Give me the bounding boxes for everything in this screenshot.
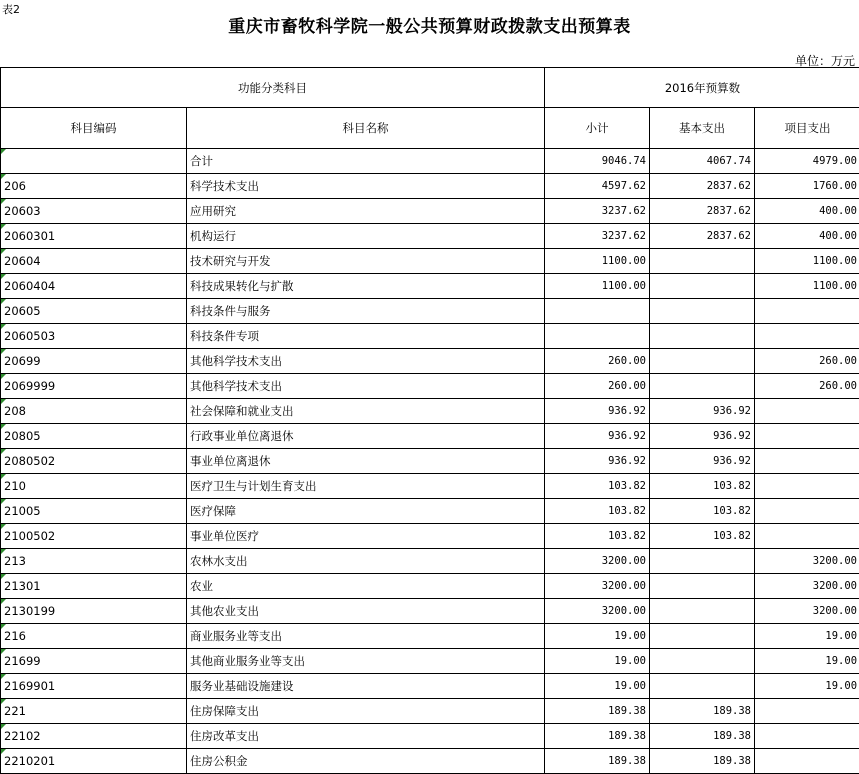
row-project: 19.00 (755, 624, 859, 649)
row-project (755, 724, 859, 749)
row-project (755, 399, 859, 424)
page-title: 重庆市畜牧科学院一般公共预算财政拨款支出预算表 (228, 17, 631, 37)
row-name: 住房保障支出 (187, 699, 545, 724)
row-subtotal: 4597.62 (545, 174, 650, 199)
row-basic: 4067.74 (650, 149, 755, 174)
row-name: 技术研究与开发 (187, 249, 545, 274)
row-code (1, 149, 187, 174)
row-subtotal: 936.92 (545, 449, 650, 474)
row-code: 213 (1, 549, 187, 574)
table-row (1, 474, 859, 499)
row-subtotal: 189.38 (545, 699, 650, 724)
row-subtotal: 1100.00 (545, 249, 650, 274)
row-name: 社会保障和就业支出 (187, 399, 545, 424)
row-code: 22102 (1, 724, 187, 749)
row-subtotal: 19.00 (545, 624, 650, 649)
table-row (1, 324, 859, 349)
row-basic: 103.82 (650, 524, 755, 549)
row-code: 2069999 (1, 374, 187, 399)
row-project: 4979.00 (755, 149, 859, 174)
row-subtotal: 260.00 (545, 374, 650, 399)
row-basic (650, 249, 755, 274)
row-project (755, 449, 859, 474)
header-project: 项目支出 (755, 108, 859, 149)
row-name: 科技条件与服务 (187, 299, 545, 324)
row-basic: 189.38 (650, 749, 755, 774)
row-code: 20603 (1, 199, 187, 224)
row-subtotal: 9046.74 (545, 149, 650, 174)
row-code: 2060404 (1, 274, 187, 299)
row-basic: 189.38 (650, 724, 755, 749)
row-project (755, 524, 859, 549)
table-row (1, 749, 859, 774)
row-project: 3200.00 (755, 599, 859, 624)
row-code: 20605 (1, 299, 187, 324)
table-row (1, 274, 859, 299)
row-name: 事业单位医疗 (187, 524, 545, 549)
row-code: 20805 (1, 424, 187, 449)
row-name: 服务业基础设施建设 (187, 674, 545, 699)
row-name: 农业 (187, 574, 545, 599)
row-code: 208 (1, 399, 187, 424)
row-name: 其他科学技术支出 (187, 374, 545, 399)
row-code: 2130199 (1, 599, 187, 624)
row-code: 20604 (1, 249, 187, 274)
table-row (1, 199, 859, 224)
header-row-columns (1, 108, 859, 149)
row-name: 其他商业服务业等支出 (187, 649, 545, 674)
row-subtotal: 3200.00 (545, 599, 650, 624)
row-basic (650, 549, 755, 574)
row-name: 机构运行 (187, 224, 545, 249)
row-name: 住房改革支出 (187, 724, 545, 749)
table-row (1, 224, 859, 249)
table-row (1, 299, 859, 324)
row-name: 医疗保障 (187, 499, 545, 524)
row-name: 科学技术支出 (187, 174, 545, 199)
table-row (1, 149, 859, 174)
table-row (1, 599, 859, 624)
header-row-group (1, 68, 859, 108)
row-project: 3200.00 (755, 549, 859, 574)
row-basic: 103.82 (650, 474, 755, 499)
row-project: 260.00 (755, 349, 859, 374)
table-row (1, 549, 859, 574)
row-code: 2210201 (1, 749, 187, 774)
row-basic (650, 324, 755, 349)
table-row (1, 424, 859, 449)
row-project: 1100.00 (755, 274, 859, 299)
row-project: 400.00 (755, 224, 859, 249)
row-name: 住房公积金 (187, 749, 545, 774)
table-row (1, 499, 859, 524)
row-basic: 189.38 (650, 699, 755, 724)
row-project (755, 499, 859, 524)
table-row (1, 449, 859, 474)
table-number-label: 表2 (2, 3, 20, 16)
row-subtotal (545, 299, 650, 324)
header-code: 科目编码 (1, 108, 187, 149)
row-project (755, 749, 859, 774)
row-name: 商业服务业等支出 (187, 624, 545, 649)
row-subtotal: 189.38 (545, 749, 650, 774)
header-basic: 基本支出 (650, 108, 755, 149)
row-code: 2060301 (1, 224, 187, 249)
row-basic (650, 299, 755, 324)
row-code: 210 (1, 474, 187, 499)
header-functional-classification: 功能分类科目 (1, 68, 545, 108)
row-basic: 2837.62 (650, 174, 755, 199)
row-code: 21699 (1, 649, 187, 674)
row-project (755, 299, 859, 324)
row-basic: 936.92 (650, 424, 755, 449)
row-project: 3200.00 (755, 574, 859, 599)
row-subtotal: 103.82 (545, 499, 650, 524)
row-subtotal: 936.92 (545, 424, 650, 449)
row-subtotal: 3237.62 (545, 199, 650, 224)
row-subtotal (545, 324, 650, 349)
row-project: 260.00 (755, 374, 859, 399)
row-name: 医疗卫生与计划生育支出 (187, 474, 545, 499)
row-project: 1760.00 (755, 174, 859, 199)
table-row (1, 174, 859, 199)
row-subtotal: 19.00 (545, 674, 650, 699)
row-subtotal: 3200.00 (545, 549, 650, 574)
row-basic: 936.92 (650, 449, 755, 474)
row-name: 事业单位离退休 (187, 449, 545, 474)
row-basic (650, 649, 755, 674)
header-budget-2016: 2016年预算数 (545, 68, 859, 108)
row-name: 科技条件专项 (187, 324, 545, 349)
row-project: 1100.00 (755, 249, 859, 274)
row-subtotal: 3237.62 (545, 224, 650, 249)
budget-table (0, 67, 859, 774)
table-row (1, 524, 859, 549)
row-basic (650, 374, 755, 399)
row-code: 2100502 (1, 524, 187, 549)
table-row (1, 674, 859, 699)
row-basic (650, 624, 755, 649)
row-code: 2080502 (1, 449, 187, 474)
row-name: 农林水支出 (187, 549, 545, 574)
row-subtotal: 1100.00 (545, 274, 650, 299)
row-subtotal: 103.82 (545, 474, 650, 499)
row-basic (650, 349, 755, 374)
row-basic (650, 274, 755, 299)
table-row (1, 399, 859, 424)
row-subtotal: 3200.00 (545, 574, 650, 599)
table-row (1, 374, 859, 399)
table-row (1, 574, 859, 599)
row-basic: 936.92 (650, 399, 755, 424)
row-code: 21301 (1, 574, 187, 599)
header-subtotal: 小计 (545, 108, 650, 149)
row-basic: 103.82 (650, 499, 755, 524)
row-project (755, 474, 859, 499)
row-basic (650, 574, 755, 599)
row-project: 19.00 (755, 674, 859, 699)
row-project: 19.00 (755, 649, 859, 674)
row-project (755, 699, 859, 724)
row-name: 合计 (187, 149, 545, 174)
row-basic (650, 674, 755, 699)
row-basic: 2837.62 (650, 199, 755, 224)
row-name: 行政事业单位离退休 (187, 424, 545, 449)
table-row (1, 624, 859, 649)
row-code: 216 (1, 624, 187, 649)
row-subtotal: 189.38 (545, 724, 650, 749)
row-basic: 2837.62 (650, 224, 755, 249)
header-name: 科目名称 (187, 108, 545, 149)
unit-label: 单位：万元 (794, 54, 855, 68)
row-code: 221 (1, 699, 187, 724)
row-code: 2169901 (1, 674, 187, 699)
row-basic (650, 599, 755, 624)
row-subtotal: 19.00 (545, 649, 650, 674)
table-row (1, 699, 859, 724)
row-name: 科技成果转化与扩散 (187, 274, 545, 299)
row-subtotal: 103.82 (545, 524, 650, 549)
row-code: 21005 (1, 499, 187, 524)
row-name: 应用研究 (187, 199, 545, 224)
row-subtotal: 936.92 (545, 399, 650, 424)
row-code: 2060503 (1, 324, 187, 349)
table-row (1, 249, 859, 274)
row-project (755, 324, 859, 349)
row-name: 其他农业支出 (187, 599, 545, 624)
row-code: 20699 (1, 349, 187, 374)
row-name: 其他科学技术支出 (187, 349, 545, 374)
row-project (755, 424, 859, 449)
row-subtotal: 260.00 (545, 349, 650, 374)
table-row (1, 724, 859, 749)
table-row (1, 649, 859, 674)
row-code: 206 (1, 174, 187, 199)
row-project: 400.00 (755, 199, 859, 224)
table-row (1, 349, 859, 374)
